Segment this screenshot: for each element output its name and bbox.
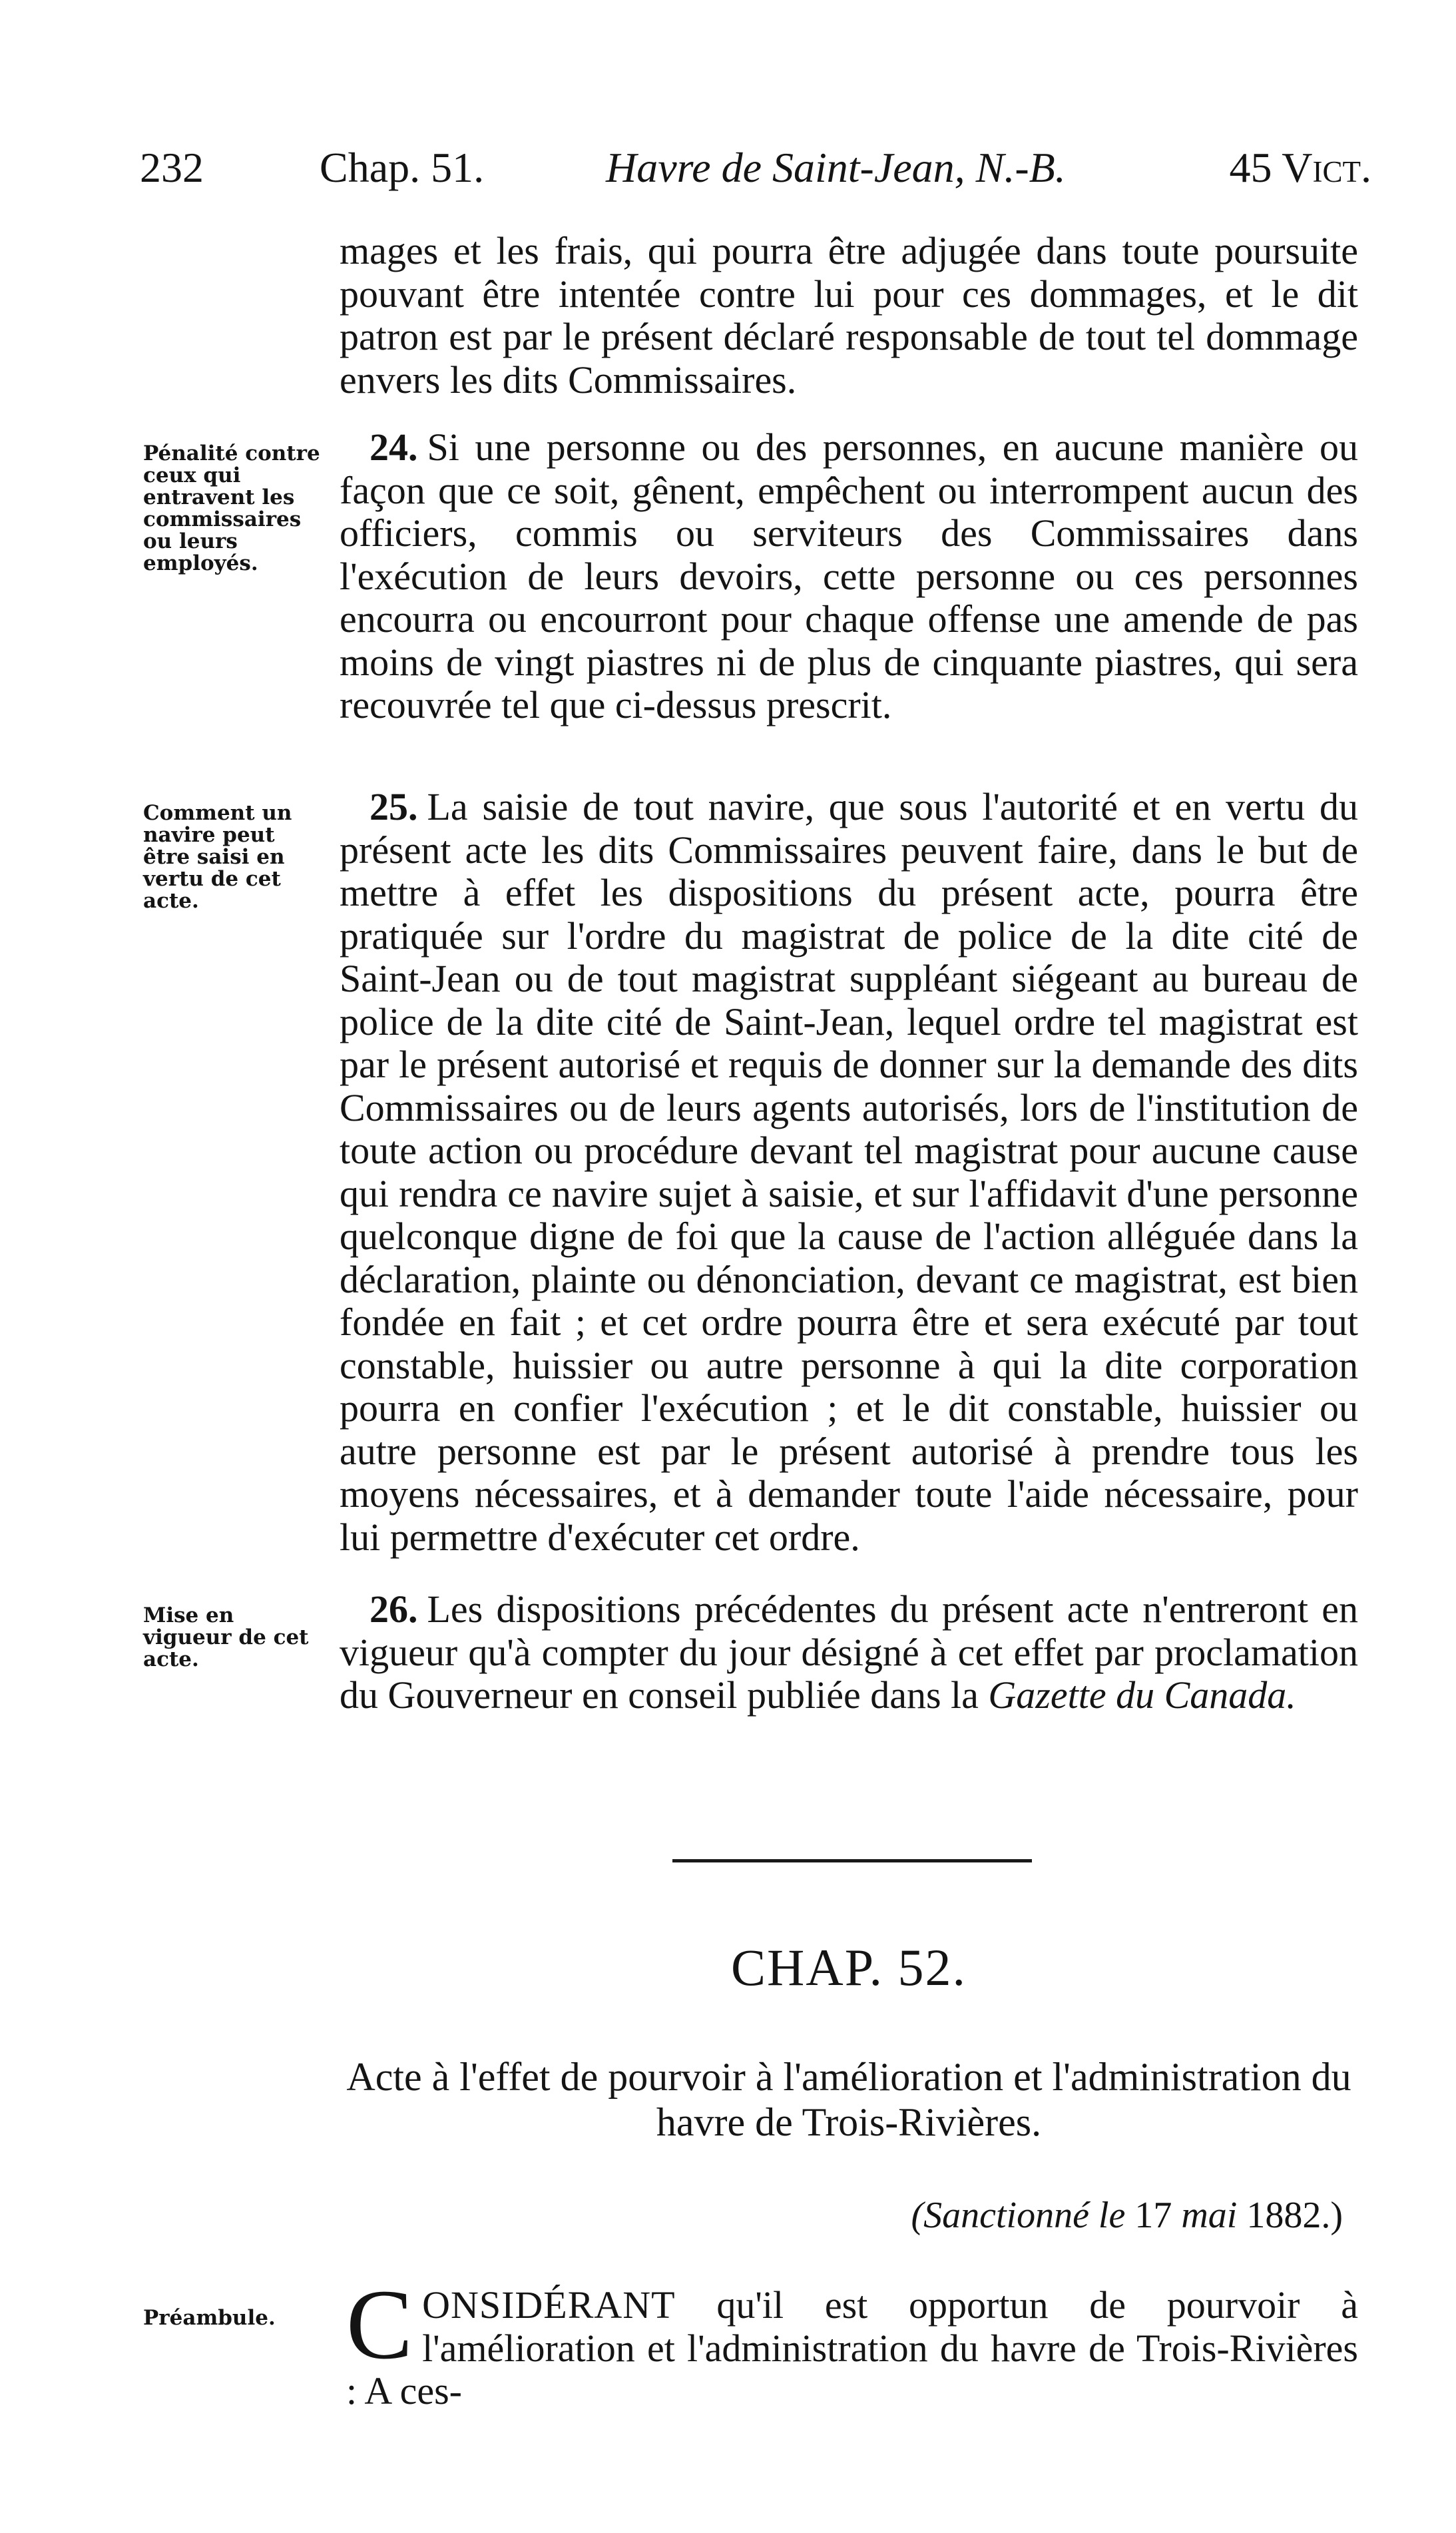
section-divider: [672, 1859, 1032, 1862]
section-24: [340, 426, 1358, 727]
marginal-note-in-force: Mise en vigueur de cet acte.: [143, 1603, 309, 1671]
chapter-heading: CHAP. 52.: [731, 1938, 967, 1996]
act-title: Acte à l'effet de pourvoir à l'amélioration et l'administration du havre de Trois-Rivières.: [346, 2055, 1351, 2144]
section-text: Si une personne ou des personnes, en aucune manière ou façon que ce soit, gênent, empêchent ou interrompent aucun des officiers, commis ou serviteurs des Commissaires dans l'exécution de leurs devoirs, cette personne ou ces personnes encourra ou encourront pour chaque offense une amende de pas moins de vingt piastres ni de plus de cinquante piastres, qui sera recouvrée tel que ci-dessus prescrit.: [340, 425, 1358, 726]
section-number: 26.: [369, 1587, 418, 1631]
section-continuation: [340, 230, 1358, 402]
section-text: La saisie de tout navire, que sous l'autorité et en vertu du présent acte les dits Commissaires peuvent faire, dans le but de mettre à effet les dispositions du présent acte, pourra être pratiquée sur l'ordre du magistrat de police de la dite cité de Saint-Jean ou de tout magistrat suppléant siégeant au bureau de police de la dite cité de Saint-Jean, lequel ordre tel magistrat est par le présent autorisé et requis de donner sur la demande des dits Commissaires ou de leurs agents autorisés, lors de l'institution de toute action ou procédure devant tel magistrat pour aucune cause qui rendra ce navire sujet à saisie, et sur l'affidavit d'une personne quelconque digne de foi que la cause de l'action alléguée dans la déclaration, plainte ou dénonciation, devant ce magistrat, est bien fondée en fait ; et cet ordre pourra être et sera exécuté par tout constable, huissier ou autre personne à qui la dite corporation pourra en confier l'exécution ; et le dit constable, huissier ou autre personne est par le présent autorisé à prendre tous les moyens nécessaires, et à demander toute l'aide nécessaire, pour lui permettre d'exécuter cet ordre.: [340, 785, 1358, 1559]
regnal-year: 45 Vict.: [1229, 144, 1371, 191]
marginal-note-preamble: Préambule.: [143, 2306, 276, 2330]
marginal-note-penalty: Pénalité contre ceux qui entravent les commissaires ou leurs employés.: [143, 441, 320, 575]
section-text: Les dispositions précédentes du présent acte n'entreront en vigueur qu'à compter du jour désigné à cet effet par proclamation du Gouverneur en conseil publiée dans la: [340, 1587, 1358, 1717]
gazette-title: Gazette du Canada.: [988, 1673, 1296, 1717]
sanction-day: 17: [1134, 2195, 1172, 2236]
section-26: [340, 1588, 1358, 1717]
preamble-opening: ONSIDÉRANT: [422, 2283, 676, 2327]
sanction-prefix: (Sanctionné le: [911, 2195, 1126, 2236]
preamble: [346, 2269, 1359, 2413]
preamble-text: qu'il est opportun de pourvoir à l'amélioration et l'administration du havre de Trois-Rivières : A ces-: [346, 2283, 1359, 2412]
sanction-date: [911, 2194, 1343, 2237]
marginal-note-seizure: Comment un navire peut être saisi en vertu de cet acte.: [143, 801, 292, 913]
sanction-month: mai: [1181, 2195, 1238, 2236]
section-25: [340, 786, 1358, 1559]
section-text: mages et les frais, qui pourra être adjugée dans toute poursuite pouvant être intentée contre lui pour ces dommages, et le dit patron est par le présent déclaré responsable de tout tel dommage envers les dits Commissaires.: [340, 229, 1358, 402]
section-number: 25.: [369, 785, 418, 828]
drop-cap: C: [346, 2269, 413, 2380]
running-header: [140, 143, 1371, 203]
chapter-reference: Chap. 51.: [320, 144, 485, 191]
page-number: 232: [140, 144, 204, 191]
running-title: Havre de Saint-Jean, N.-B.: [606, 144, 1066, 191]
section-number: 24.: [369, 425, 418, 469]
sanction-year: 1882.): [1246, 2195, 1343, 2236]
